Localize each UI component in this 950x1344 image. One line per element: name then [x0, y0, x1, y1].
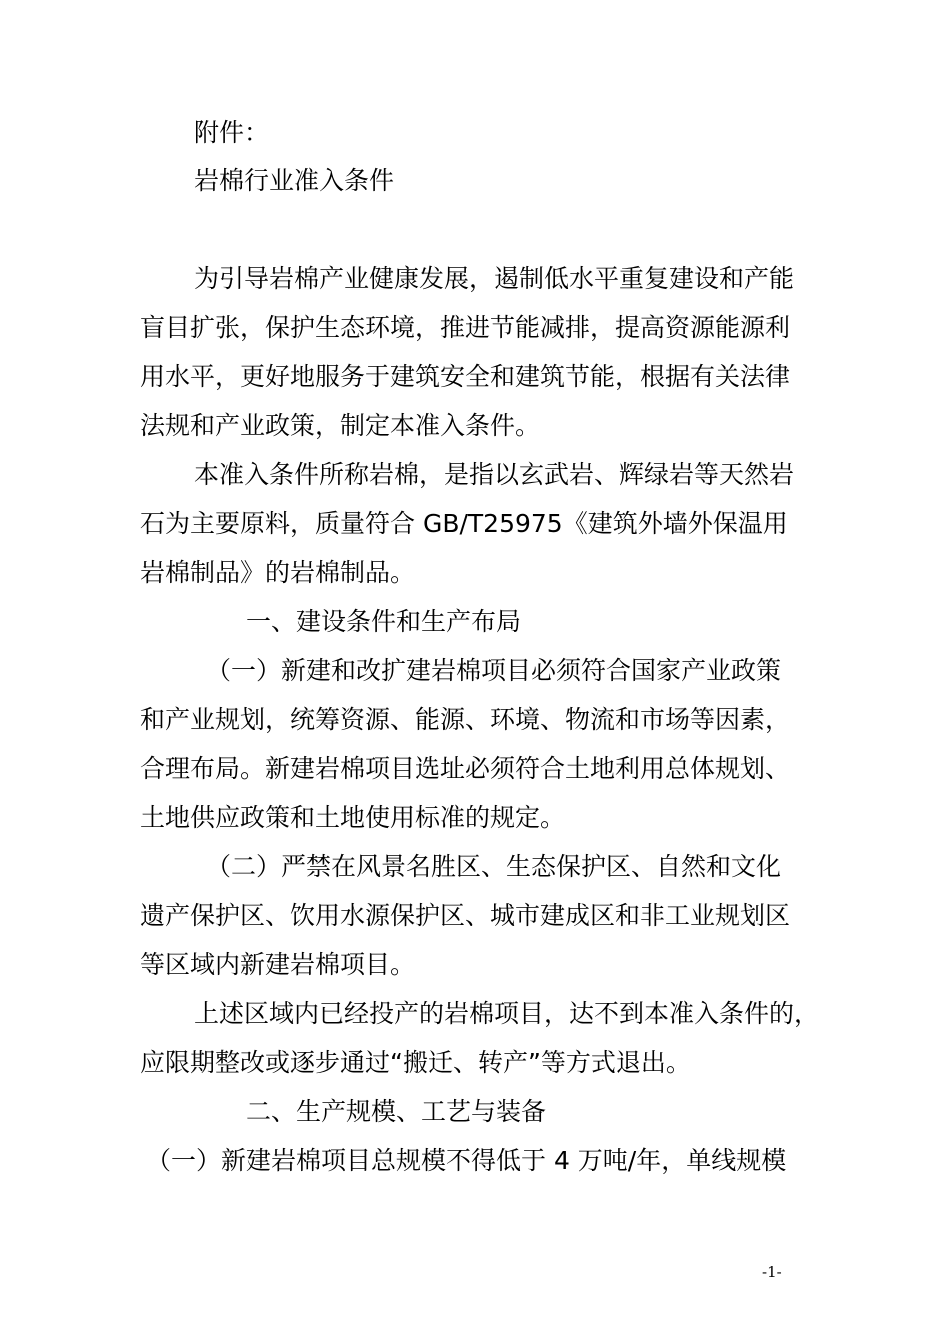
section1-item1-line: 和产业规划，统筹资源、能源、环境、物流和市场等因素，	[140, 705, 791, 734]
section-heading-2: 二、生产规模、工艺与装备	[246, 1097, 547, 1126]
section1-item2-line: 等区域内新建岩棉项目。	[140, 950, 416, 979]
definition-line: 岩棉制品》的岩棉制品。	[140, 558, 416, 587]
intro-line: 用水平，更好地服务于建筑安全和建筑节能，根据有关法律	[140, 362, 791, 391]
definition-line: 本准入条件所称岩棉，是指以玄武岩、辉绿岩等天然岩	[194, 460, 795, 489]
section1-item1-line: （一）新建和改扩建岩棉项目必须符合国家产业政策	[206, 656, 782, 685]
document-title: 岩棉行业准入条件	[194, 166, 395, 195]
section1-note-line: 上述区域内已经投产的岩棉项目，达不到本准入条件的，	[194, 999, 820, 1028]
section1-note-line: 应限期整改或逐步通过“搬迁、转产”等方式退出。	[140, 1048, 691, 1077]
section1-item1-line: 合理布局。新建岩棉项目选址必须符合土地利用总体规划、	[140, 754, 791, 783]
attachment-label: 附件：	[194, 118, 270, 147]
page-number: -1-	[762, 1263, 782, 1281]
section1-item2-line: （二）严禁在风景名胜区、生态保护区、自然和文化	[206, 852, 782, 881]
section2-item1-line: （一）新建岩棉项目总规模不得低于 4 万吨/年，单线规模	[146, 1146, 787, 1175]
section-heading-1: 一、建设条件和生产布局	[246, 607, 522, 636]
intro-line: 法规和产业政策，制定本准入条件。	[140, 411, 541, 440]
intro-line: 盲目扩张，保护生态环境，推进节能减排，提高资源能源利	[140, 313, 791, 342]
section1-item2-line: 遗产保护区、饮用水源保护区、城市建成区和非工业规划区	[140, 901, 791, 930]
section1-item1-line: 土地供应政策和土地使用标准的规定。	[140, 803, 566, 832]
intro-line: 为引导岩棉产业健康发展，遏制低水平重复建设和产能	[194, 264, 795, 293]
definition-line: 石为主要原料，质量符合 GB/T25975《建筑外墙外保温用	[140, 509, 788, 538]
